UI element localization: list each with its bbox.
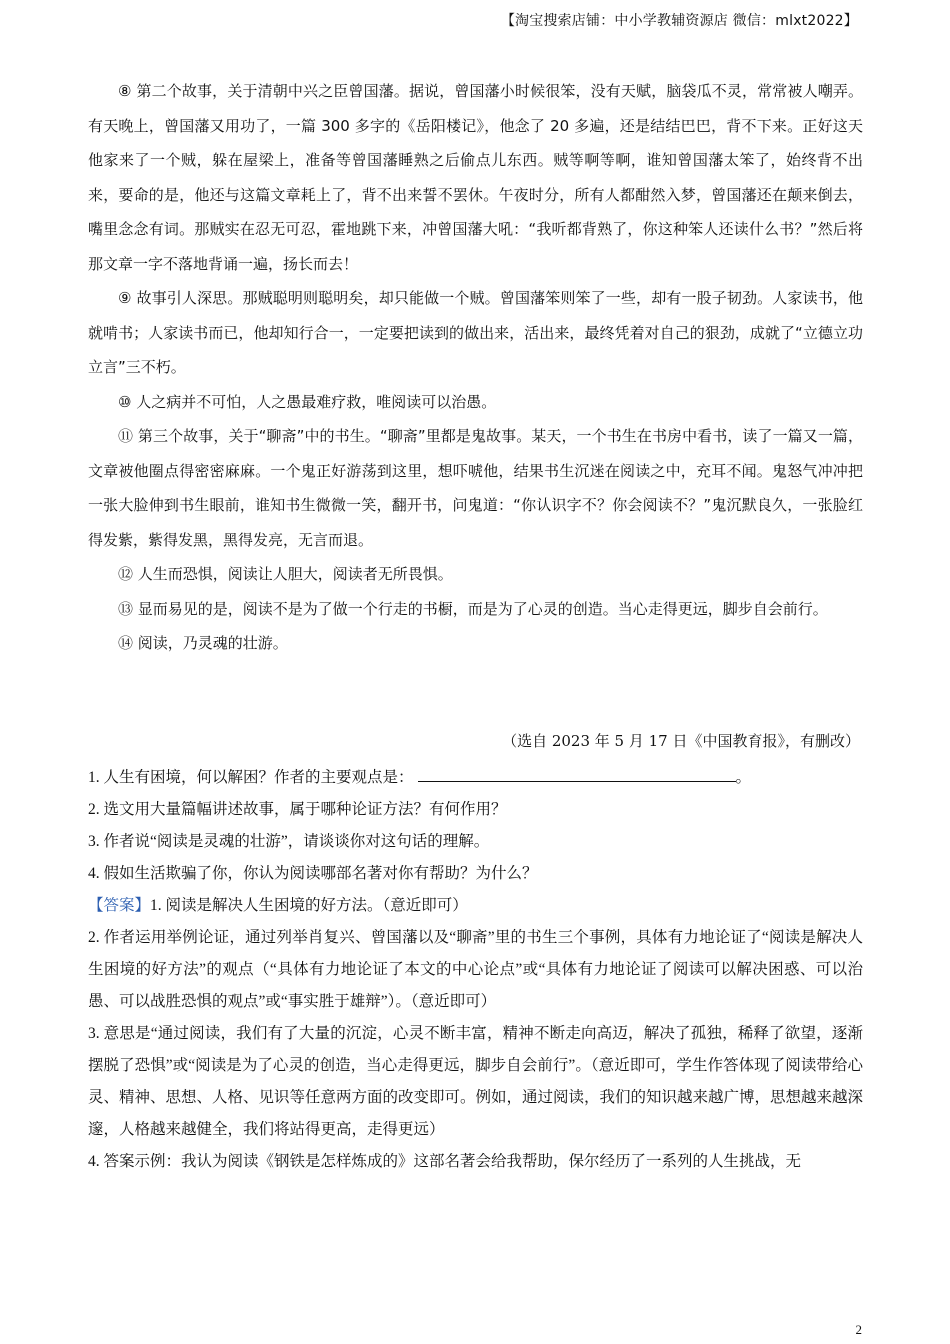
- answer-4: 4. 答案示例：我认为阅读《钢铁是怎样炼成的》这部名著会给我帮助，保尔经历了一系列的人生挑战，无: [88, 1153, 802, 1170]
- article-body: [88, 74, 863, 661]
- article-source: （选自 2023 年 5 月 17 日《中国教育报》，有删改）: [502, 732, 860, 750]
- paragraph-12: ⑫ 人生而恐惧，阅读让人胆大，阅读者无所畏惧。: [118, 565, 453, 583]
- page-number: 2: [855, 1322, 862, 1337]
- answer-label: 【答案】: [88, 897, 151, 914]
- paragraph-11: ⑪ 第三个故事，关于“聊斋”中的书生。“聊斋”里都是鬼故事。某天，一个书生在书房中看书，读了一篇又一篇，文章被他圈点得密密麻麻。一个鬼正好游荡到这里，想吓唬他，结果书生沉迷在阅读之中，充耳不闻。鬼怒气冲冲把一张大脸伸到书生眼前，谁知书生微微一笑，翻开书，问鬼道：“你认识字不？你会阅读不？”鬼沉默良久，一张脸红得发紫，紫得发黑，黑得发亮，无言而退。: [88, 427, 863, 549]
- paragraph-14: ⑭ 阅读，乃灵魂的壮游。: [118, 634, 288, 652]
- paragraph-9: ⑨ 故事引人深思。那贼聪明则聪明矣，却只能做一个贼。曾国藩笨则笨了一些，却有一股子韧劲。人家读书，他就啃书；人家读书而已，他却知行合一，一定要把读到的做出来，活出来，最终凭着对自己的狠劲，成就了“立德立功立言”三不朽。: [88, 289, 863, 376]
- question-1-end: 。: [735, 769, 752, 786]
- question-3: 3. 作者说“阅读是灵魂的壮游”，请谈谈你对这句话的理解。: [88, 833, 490, 850]
- question-2: 2. 选文用大量篇幅讲述故事，属于哪种论证方法？有何作用？: [88, 801, 507, 818]
- paragraph-10: ⑩ 人之病并不可怕，人之愚最难疗救，唯阅读可以治愚。: [118, 392, 497, 411]
- answer-2: 2. 作者运用举例论证，通过列举肖复兴、曾国藩以及“聊斋”里的书生三个事例，具体有力地论证了“阅读是解决人生困境的好方法”的观点（“具体有力地论证了本文的中心论点”或“具体有力地论证了阅读可以解决困惑、可以治愚、可以战胜恐惧的观点”或“事实胜于雄辩”）。（意近即可）: [88, 929, 863, 1010]
- answer-1-text: 1. 阅读是解决人生困境的好方法。（意近即可）: [150, 897, 468, 914]
- answer-1: [88, 890, 863, 922]
- question-4: 4. 假如生活欺骗了你，你认为阅读哪部名著对你有帮助？为什么？: [88, 865, 538, 882]
- question-1-text: 1. 人生有困境，何以解困？作者的主要观点是：: [88, 769, 414, 786]
- answer-blank: [418, 763, 736, 782]
- paragraph-8: ⑧ 第二个故事，关于清朝中兴之臣曾国藩。据说，曾国藩小时候很笨，没有天赋，脑袋瓜不灵，常常被人嘲弄。有天晚上，曾国藩又用功了，一篇 300 多字的《岳阳楼记》，他念了 20 多遍，还是结结巴巴，背不下来。正好这天他家来了一个贼，躲在屋梁上，准备等曾国藩睡熟之后偷点儿东西。贼等啊等啊，谁知曾国藩太笨了，始终背不出来，要命的是，他还与这篇文章耗上了，背不出来誓不罢休。午夜时分，所有人都酣然入梦，曾国藩还在颠来倒去，嘴里念念有词。那贼实在忍无可忍，霍地跳下来，冲曾国藩大吼：“我听都背熟了，你这种笨人还读什么书？”然后将那文章一字不落地背诵一遍，扬长而去！: [88, 82, 863, 273]
- answer-3: 3. 意思是“通过阅读，我们有了大量的沉淀，心灵不断丰富，精神不断走向高迈，解决了孤独，稀释了欲望，逐渐摆脱了恐惧”或“阅读是为了心灵的创造，当心走得更远，脚步自会前行”。（意近即可，学生作答体现了阅读带给心灵、精神、思想、人格、见识等任意两方面的改变即可。例如，通过阅读，我们的知识越来越广博，思想越来越深邃，人格越来越健全，我们将站得更高，走得更远）: [88, 1025, 864, 1138]
- question-1: [88, 762, 863, 794]
- paragraph-13: ⑬ 显而易见的是，阅读不是为了做一个行走的书橱，而是为了心灵的创造。当心走得更远，脚步自会前行。: [118, 599, 828, 618]
- questions-answers: [88, 762, 863, 1178]
- page-header: 【淘宝搜索店铺：中小学教辅资源店 微信：mlxt2022】: [500, 13, 858, 29]
